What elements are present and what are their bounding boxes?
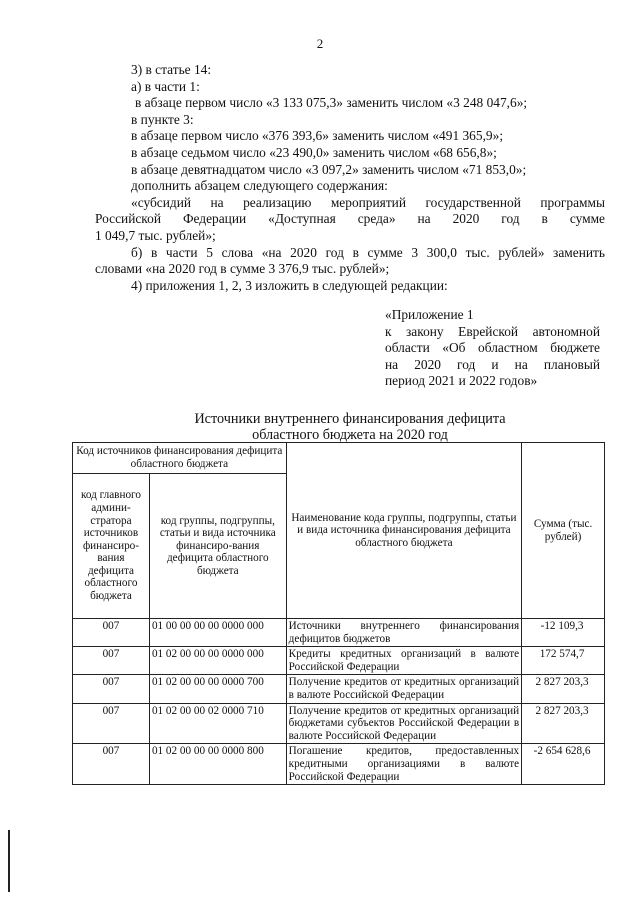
table-row [73,619,605,647]
cell-code: 01 02 00 00 00 0000 700 [149,675,286,703]
table-row [73,675,605,703]
header-code-group: Код источников финансирования дефицита областного бюджета [73,443,287,474]
amendment-line: 3) в статье 14: [131,62,212,77]
appendix-header [385,307,600,390]
table-caption [95,411,605,443]
cell-sum: 2 827 203,3 [522,675,605,703]
amendment-line: в абзаце первом число «3 133 075,3» заменить числом «3 248 047,6»; [135,95,528,111]
table-row [73,647,605,675]
cell-admin: 007 [73,675,150,703]
amendment-text [95,62,605,294]
header-sum: Сумма (тыс. рублей) [522,443,605,619]
cell-code: 01 02 00 00 02 0000 710 [149,703,286,744]
caption-line: Источники внутреннего финансирования дефицита [194,411,506,427]
amendment-line: 1 049,7 тыс. рублей»; [95,227,216,243]
appendix-line: на 2020 год и на плановый [385,356,600,372]
cell-code: 01 00 00 00 00 0000 000 [149,619,286,647]
cell-admin: 007 [73,703,150,744]
amendment-line: словами «на 2020 год в сумме 3 376,9 тыс. рублей»; [95,261,390,277]
page-number: 2 [316,36,324,51]
amendment-line: дополнить абзацем следующего содержания: [131,178,388,194]
header-name: Наименование кода группы, подгруппы, статьи и вида источника финансирования дефицита областного бюджета [286,443,521,619]
appendix-line: «Приложение 1 [385,307,474,322]
header-admin-code: код главного админи-стратора источников финансиро-вания дефицита областного бюджета [73,474,150,619]
caption-line: областного бюджета на 2020 год [252,427,448,443]
cell-code: 01 02 00 00 00 0000 800 [149,744,286,785]
cell-sum: 172 574,7 [522,647,605,675]
table-row [73,703,605,744]
financing-sources-table [72,442,605,785]
appendix-line: области «Об областном бюджете [385,340,600,356]
cell-name: Кредиты кредитных организаций в валюте Российской Федерации [286,647,521,675]
amendment-line: Российской Федерации «Доступная среда» на 2020 год в сумме [95,211,605,227]
cell-sum: -12 109,3 [522,619,605,647]
table-header-row [73,443,605,474]
cell-sum: -2 654 628,6 [522,744,605,785]
cell-name: Погашение кредитов, предоставленных кредитными организациями в валюте Российской Федерации [286,744,521,785]
amendment-line: «субсидий на реализацию мероприятий государственной программы [131,194,605,210]
appendix-line: к закону Еврейской автономной [385,323,600,339]
margin-rule [8,830,10,892]
cell-code: 01 02 00 00 00 0000 000 [149,647,286,675]
amendment-line: 4) приложения 1, 2, 3 изложить в следующей редакции: [131,277,448,293]
table-row [73,744,605,785]
cell-name: Получение кредитов от кредитных организаций в валюте Российской Федерации [286,675,521,703]
cell-admin: 007 [73,744,150,785]
cell-name: Получение кредитов от кредитных организаций бюджетами субъектов Российской Федерации в валюте Российской Федерации [286,703,521,744]
appendix-line: период 2021 и 2022 годов» [385,373,538,389]
cell-admin: 007 [73,619,150,647]
amendment-line: в пункте 3: [131,111,194,127]
amendment-line: б) в части 5 слова «на 2020 год в сумме 3 300,0 тыс. рублей» заменить [131,244,605,260]
amendment-line: в абзаце седьмом число «23 490,0» заменить числом «68 656,8»; [131,144,497,160]
amendment-line: в абзаце девятнадцатом число «3 097,2» заменить числом «71 853,0»; [131,161,527,177]
cell-sum: 2 827 203,3 [522,703,605,744]
header-group-code: код группы, подгруппы, статьи и вида источника финансиро-вания дефицита областного бюджета [149,474,286,619]
cell-name: Источники внутреннего финансирования дефицитов бюджетов [286,619,521,647]
amendment-line: в абзаце первом число «376 393,6» заменить числом «491 365,9»; [131,128,504,144]
cell-admin: 007 [73,647,150,675]
amendment-line: а) в части 1: [131,78,200,94]
